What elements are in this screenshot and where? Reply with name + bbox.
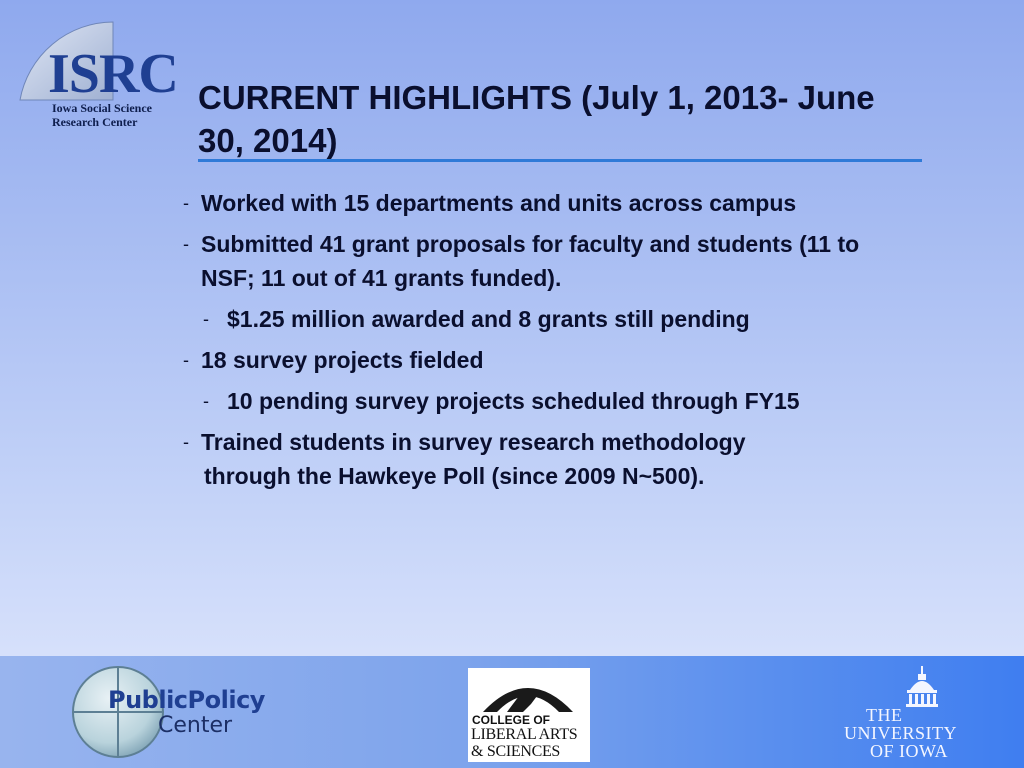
ppc-name-line2: Center [158,713,233,738]
isrc-acronym: ISRC [48,43,178,105]
isrc-logo [18,14,188,134]
highlights-list [180,186,900,493]
bullet-dash: - [183,234,189,254]
bullet-text: Trained students in survey research methodology [201,429,746,455]
bullet-dash: - [183,432,189,452]
slide-title: CURRENT HIGHLIGHTS (July 1, 2013- June 30, 2014) [198,79,875,159]
title-underline [198,159,922,162]
clas-name-line3: & SCIENCES [471,743,561,760]
clas-name-line2: LIBERAL ARTS [471,726,578,743]
uiowa-name-line3: OF IOWA [870,741,948,761]
public-policy-center-logo [70,664,300,762]
bullet-text: Submitted 41 grant proposals for faculty and students (11 to NSF; 11 out of 41 grants funded). [201,231,860,291]
list-item [180,186,900,220]
list-item [180,302,900,336]
bullet-text: through the Hawkeye Poll (since 2009 N~500). [204,463,705,489]
bullet-text: 10 pending survey projects scheduled through FY15 [227,388,800,414]
bullet-dash: - [183,350,189,370]
bullet-text: $1.25 million awarded and 8 grants still pending [227,306,750,332]
ppc-name-line1: PublicPolicy [108,686,265,714]
list-item [180,343,900,377]
clas-logo [468,668,590,762]
list-item [180,227,900,295]
old-capitol-dome-icon [902,666,942,708]
bullet-dash: - [203,391,209,411]
list-item [180,425,900,459]
list-item-continuation [180,459,900,493]
bullet-dash: - [183,193,189,213]
clas-name-line1: COLLEGE OF [472,713,550,727]
university-of-iowa-logo [838,666,957,764]
bullet-text: Worked with 15 departments and units across campus [201,190,797,216]
bullet-text: 18 survey projects fielded [201,347,484,373]
isrc-name-line1: Iowa Social Science [52,101,152,115]
isrc-name-line2: Research Center [52,115,138,129]
uiowa-name-line2: UNIVERSITY [844,723,957,743]
bullet-dash: - [203,309,209,329]
list-item [180,384,900,418]
uiowa-name-line1: THE [866,705,903,725]
arch-icon [479,672,577,714]
